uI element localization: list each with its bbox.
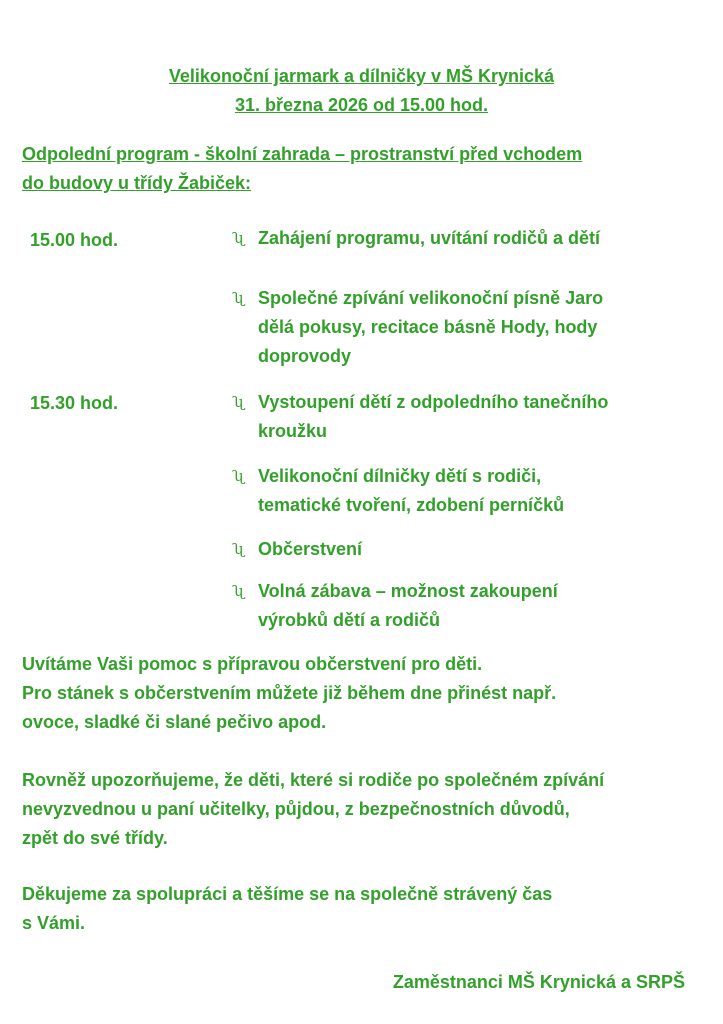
program-item-text xyxy=(258,388,688,446)
program-item-line: Společné zpívání velikonoční písně Jaro xyxy=(258,288,604,308)
bullet-icon: ʯ xyxy=(232,467,244,485)
paragraph-line: ovoce, sladké či slané pečivo apod. xyxy=(22,712,327,732)
paragraph-line: Pro stánek s občerstvením můžete již během dne přinést např. xyxy=(22,683,557,703)
program-heading-line-1: Odpolední program - školní zahrada – prostranství před vchodem xyxy=(22,144,583,164)
program-item-line: Volná zábava – možnost zakoupení xyxy=(258,581,558,601)
signature: Zaměstnanci MŠ Krynická a SRPŠ xyxy=(392,972,685,992)
notice-paragraph xyxy=(22,650,712,737)
time-label-1500: 15.00 hod. xyxy=(30,230,119,250)
bullet-icon: ʯ xyxy=(232,582,244,600)
program-item-text xyxy=(258,224,688,253)
program-item-line: dělá pokusy, recitace básně Hody, hody xyxy=(258,317,598,337)
document-title-line-1: Velikonoční jarmark a dílničky v MŠ Krynická xyxy=(168,66,555,86)
program-item-text xyxy=(258,284,688,371)
program-item-line: výrobků dětí a rodičů xyxy=(258,610,441,630)
program-item-text xyxy=(258,577,688,635)
program-item-line: kroužku xyxy=(258,421,328,441)
paragraph-line: nevyzvednou u paní učitelky, půjdou, z bezpečnostních důvodů, xyxy=(22,799,570,819)
paragraph-line: s Vámi. xyxy=(22,913,86,933)
program-item-line: Zahájení programu, uvítání rodičů a dětí xyxy=(258,228,601,248)
program-item-line: doprovody xyxy=(258,346,351,366)
document-title-line-2: 31. března 2026 od 15.00 hod. xyxy=(234,95,489,115)
paragraph-line: Uvítáme Vaši pomoc s přípravou občerstvení pro děti. xyxy=(22,654,483,674)
bullet-icon: ʯ xyxy=(232,393,244,411)
program-item-line: Vystoupení dětí z odpoledního tanečního xyxy=(258,392,609,412)
time-label-1530: 15.30 hod. xyxy=(30,393,119,413)
notice-paragraph xyxy=(22,766,712,853)
program-item-text xyxy=(258,535,688,564)
paragraph-line: zpět do své třídy. xyxy=(22,828,168,848)
thanks-paragraph xyxy=(22,880,712,938)
paragraph-line: Děkujeme za spolupráci a těšíme se na společně strávený čas xyxy=(22,884,553,904)
program-item-line: Velikonoční dílničky dětí s rodiči, xyxy=(258,466,542,486)
bullet-icon: ʯ xyxy=(232,229,244,247)
paragraph-line: Rovněž upozorňujeme, že děti, které si rodiče po společném zpívání xyxy=(22,770,605,790)
bullet-icon: ʯ xyxy=(232,540,244,558)
program-item-line: tematické tvoření, zdobení perníčků xyxy=(258,495,565,515)
bullet-icon: ʯ xyxy=(232,289,244,307)
program-item-text xyxy=(258,462,688,520)
program-heading-line-2: do budovy u třídy Žabiček: xyxy=(22,173,252,193)
program-item-line: Občerstvení xyxy=(258,539,363,559)
